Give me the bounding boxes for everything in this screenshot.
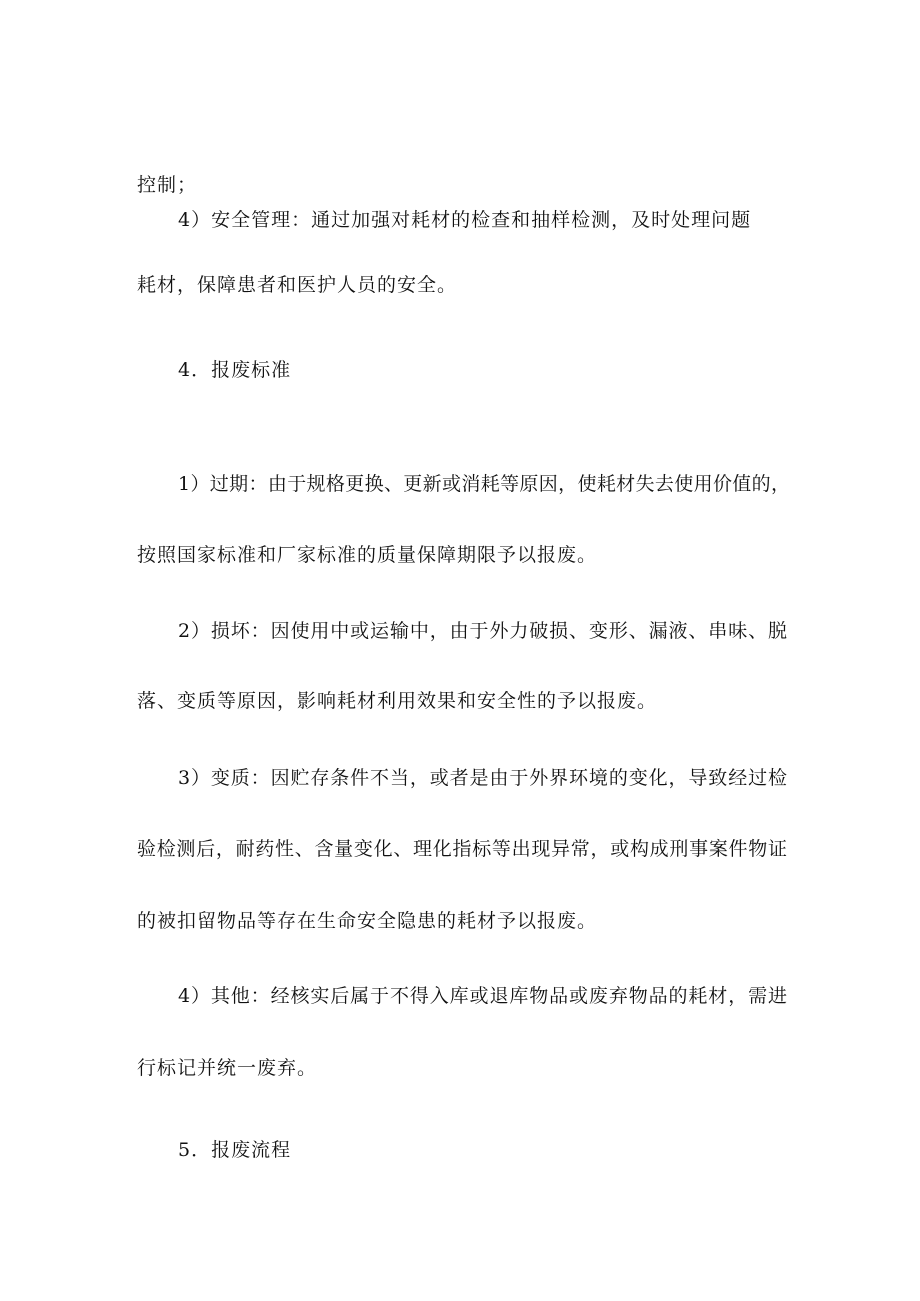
text-line-other: 4）其他：经核实后属于不得入库或退库物品或废弃物品的耗材，需进 — [178, 985, 787, 1007]
text-line-deteriorated-continued-1: 验检测后，耐药性、含量变化、理化指标等出现异常，或构成刑事案件物证 — [137, 838, 787, 860]
text-line-expired-continued: 按照国家标准和厂家标准的质量保障期限予以报废。 — [137, 544, 598, 566]
text-line-damaged-continued: 落、变质等原因，影响耗材利用效果和安全性的予以报废。 — [137, 690, 658, 712]
text-line-other-continued: 行标记并统一废弃。 — [137, 1057, 318, 1079]
text-line-safety-continued: 耗材，保障患者和医护人员的安全。 — [137, 274, 458, 296]
text-line-damaged: 2）损坏：因使用中或运输中，由于外力破损、变形、漏液、串味、脱 — [178, 620, 787, 642]
text-line-expired: 1）过期：由于规格更换、更新或消耗等原因，使耗材失去使用价值的， — [178, 473, 790, 495]
heading-scrap-process: 5．报废流程 — [178, 1139, 292, 1161]
text-line-deteriorated-continued-2: 的被扣留物品等存在生命安全隐患的耗材予以报废。 — [137, 910, 598, 932]
text-line-safety-management: 4）安全管理：通过加强对耗材的检查和抽样检测，及时处理问题 — [178, 209, 752, 231]
text-line-deteriorated: 3）变质：因贮存条件不当，或者是由于外界环境的变化，导致经过检 — [178, 767, 787, 789]
heading-scrap-standard: 4．报废标准 — [178, 359, 292, 381]
text-line-control: 控制； — [137, 174, 198, 196]
